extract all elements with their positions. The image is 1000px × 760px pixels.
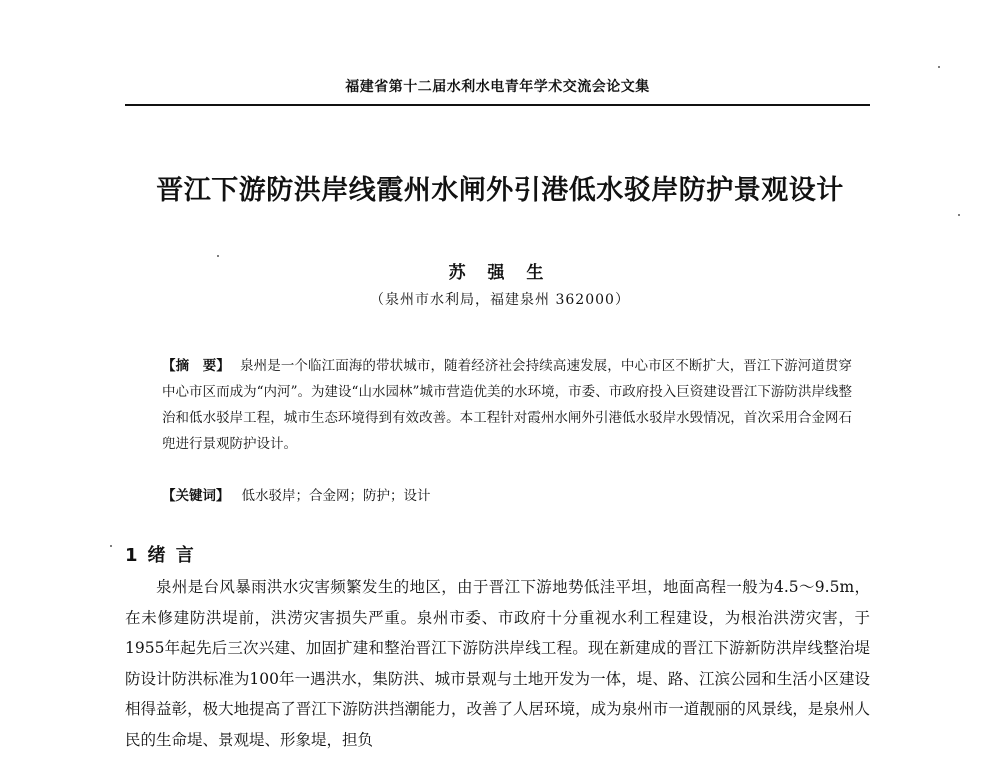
- author-name: 苏 强 生: [448, 263, 552, 283]
- scan-speck: [217, 255, 219, 257]
- keywords-label: 【关键词】: [162, 488, 230, 504]
- abstract-label: 【摘 要】: [162, 358, 231, 374]
- author-affiliation: （泉州市水利局，福建泉州 362000）: [370, 292, 630, 308]
- keywords-text: 低水驳岸；合金网；防护；设计: [241, 488, 431, 504]
- paper-title: 晋江下游防洪岸线霞州水闸外引港低水驳岸防护景观设计: [156, 175, 844, 206]
- running-head: 福建省第十二届水利水电青年学术交流会论文集: [345, 79, 650, 95]
- scan-speck: [938, 66, 940, 68]
- abstract-text: 泉州是一个临江面海的带状城市，随着经济社会持续高速发展，中心市区不断扩大，晋江下游河道贯穿中心市区而成为“内河”。为建设“山水园林”城市营造优美的水环境，市委、市政府投入巨资建设晋江下游防洪岸线整治和低水驳岸工程，城市生态环境得到有效改善。本工程针对霞州水闸外引港低水驳岸水毁情况，首次采用合金网石兜进行景观防护设计。: [162, 358, 853, 452]
- scan-speck: [110, 545, 112, 547]
- section-number: 1: [125, 545, 140, 566]
- header-rule: [125, 104, 870, 106]
- body-paragraph: 泉州是台风暴雨洪水灾害频繁发生的地区，由于晋江下游地势低洼平坦，地面高程一般为4.5～9.5m，在未修建防洪堤前，洪涝灾害损失严重。泉州市委、市政府十分重视水利工程建设，为根治洪涝灾害，于1955年起先后三次兴建、加固扩建和整治晋江下游防洪岸线工程。现在新建成的晋江下游新防洪岸线整治堤防设计防洪标准为100年一遇洪水，集防洪、城市景观与土地开发为一体，堤、路、江滨公园和生活小区建设相得益彰，极大地提高了晋江下游防洪挡潮能力，改善了人居环境，成为泉州市一道靓丽的风景线，是泉州人民的生命堤、景观堤、形象堤，担负: [125, 578, 870, 749]
- keywords: [162, 483, 852, 509]
- section-title: 绪 言: [147, 545, 196, 566]
- scan-speck: [958, 214, 960, 216]
- abstract: [162, 353, 852, 457]
- section-heading: [125, 541, 196, 567]
